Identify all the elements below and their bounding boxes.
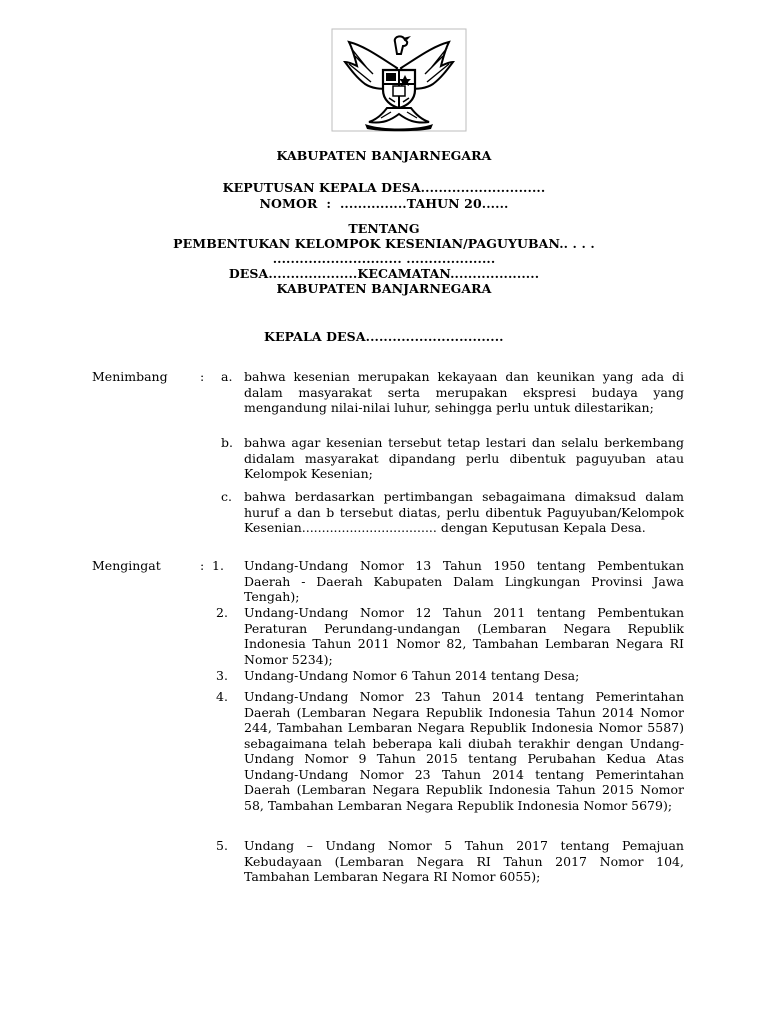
mengingat-item-3-text: Undang-Undang Nomor 6 Tahun 2014 tentang Desa;	[244, 668, 580, 683]
menimbang-item-c-text: bahwa berdasarkan pertimbangan sebagaimana dimaksud dalam huruf a dan b tersebut diatas, perlu dibentuk Paguyuban/Kelompok Kesenian.................................. dengan Keputusan Kepala Desa.	[244, 489, 684, 535]
mengingat-item-4-text: Undang-Undang Nomor 23 Tahun 2014 tentang Pemerintahan Daerah (Lembaran Negara Republik Indonesia Tahun 2014 Nomor 244, Tambahan Lembaran Negara Republik Indonesia Nomor 5587) sebagaimana telah beberapa kali diubah terakhir dengan Undang-Undang Nomor 9 Tahun 2015 tentang Perubahan Kedua Atas Undang-Undang Nomor 23 Tahun 2014 tentang Pemerintahan Daerah (Lembaran Negara Republik Indonesia Tahun 2015 Nomor 58, Tambahan Lembaran Negara Republik Indonesia Nomor 5679);	[244, 689, 684, 813]
mengingat-colon: :	[200, 558, 205, 573]
regency-title: KABUPATEN BANJARNEGARA	[276, 148, 492, 163]
mengingat-item-2-text: Undang-Undang Nomor 12 Tahun 2011 tentang Pembentukan Peraturan Perundang-undangan (Lembaran Negara Republik Indonesia Tahun 2011 Nomor 82, Tambahan Lembaran Negara RI Nomor 5234);	[244, 605, 684, 667]
mengingat-item-1-text: Undang-Undang Nomor 13 Tahun 1950 tentang Pembentukan Daerah - Daerah Kabupaten Dalam Lingkungan Provinsi Jawa Tengah);	[244, 558, 684, 604]
mengingat-item-3-marker: 3.	[216, 668, 228, 683]
mengingat-item-4-marker: 4.	[216, 689, 228, 704]
decree-number: NOMOR : ...............TAHUN 20......	[259, 196, 509, 211]
village-district-line: DESA....................KECAMATAN....................	[228, 266, 540, 281]
about-heading: TENTANG	[348, 221, 420, 236]
subject-line-1: PEMBENTUKAN KELOMPOK KESENIAN/PAGUYUBAN.. . . .	[173, 236, 595, 251]
mengingat-item-5-text: Undang – Undang Nomor 5 Tahun 2017 tentang Pemajuan Kebudayaan (Lembaran Negara RI Tahun 2017 Nomor 104, Tambahan Lembaran Negara RI Nomor 6055);	[244, 838, 684, 884]
menimbang-item-c-marker: c.	[221, 489, 232, 504]
menimbang-item-b-marker: b.	[221, 435, 233, 450]
decree-title: KEPUTUSAN KEPALA DESA............................	[222, 180, 546, 195]
village-head-line: KEPALA DESA...............................	[264, 329, 504, 344]
subject-line-2: ............................. ....................	[272, 251, 496, 266]
menimbang-item-a-marker: a.	[221, 369, 233, 384]
mengingat-item-5-marker: 5.	[216, 838, 228, 853]
mengingat-label: Mengingat	[92, 558, 161, 573]
regency-title-2: KABUPATEN BANJARNEGARA	[276, 281, 492, 296]
menimbang-item-b-text: bahwa agar kesenian tersebut tetap lestari dan selalu berkembang didalam masyarakat dipandang perlu dibentuk paguyuban atau Kelompok Kesenian;	[244, 435, 684, 481]
mengingat-item-2-marker: 2.	[216, 605, 228, 620]
menimbang-label: Menimbang	[92, 369, 168, 384]
mengingat-item-1-marker: 1.	[212, 558, 224, 573]
menimbang-colon: :	[200, 369, 205, 384]
menimbang-item-a-text: bahwa kesenian merupakan kekayaan dan keunikan yang ada di dalam masyarakat serta merupakan ekspresi budaya yang mengandung nilai-nilai luhur, sehingga perlu untuk dilestarikan;	[244, 369, 684, 415]
